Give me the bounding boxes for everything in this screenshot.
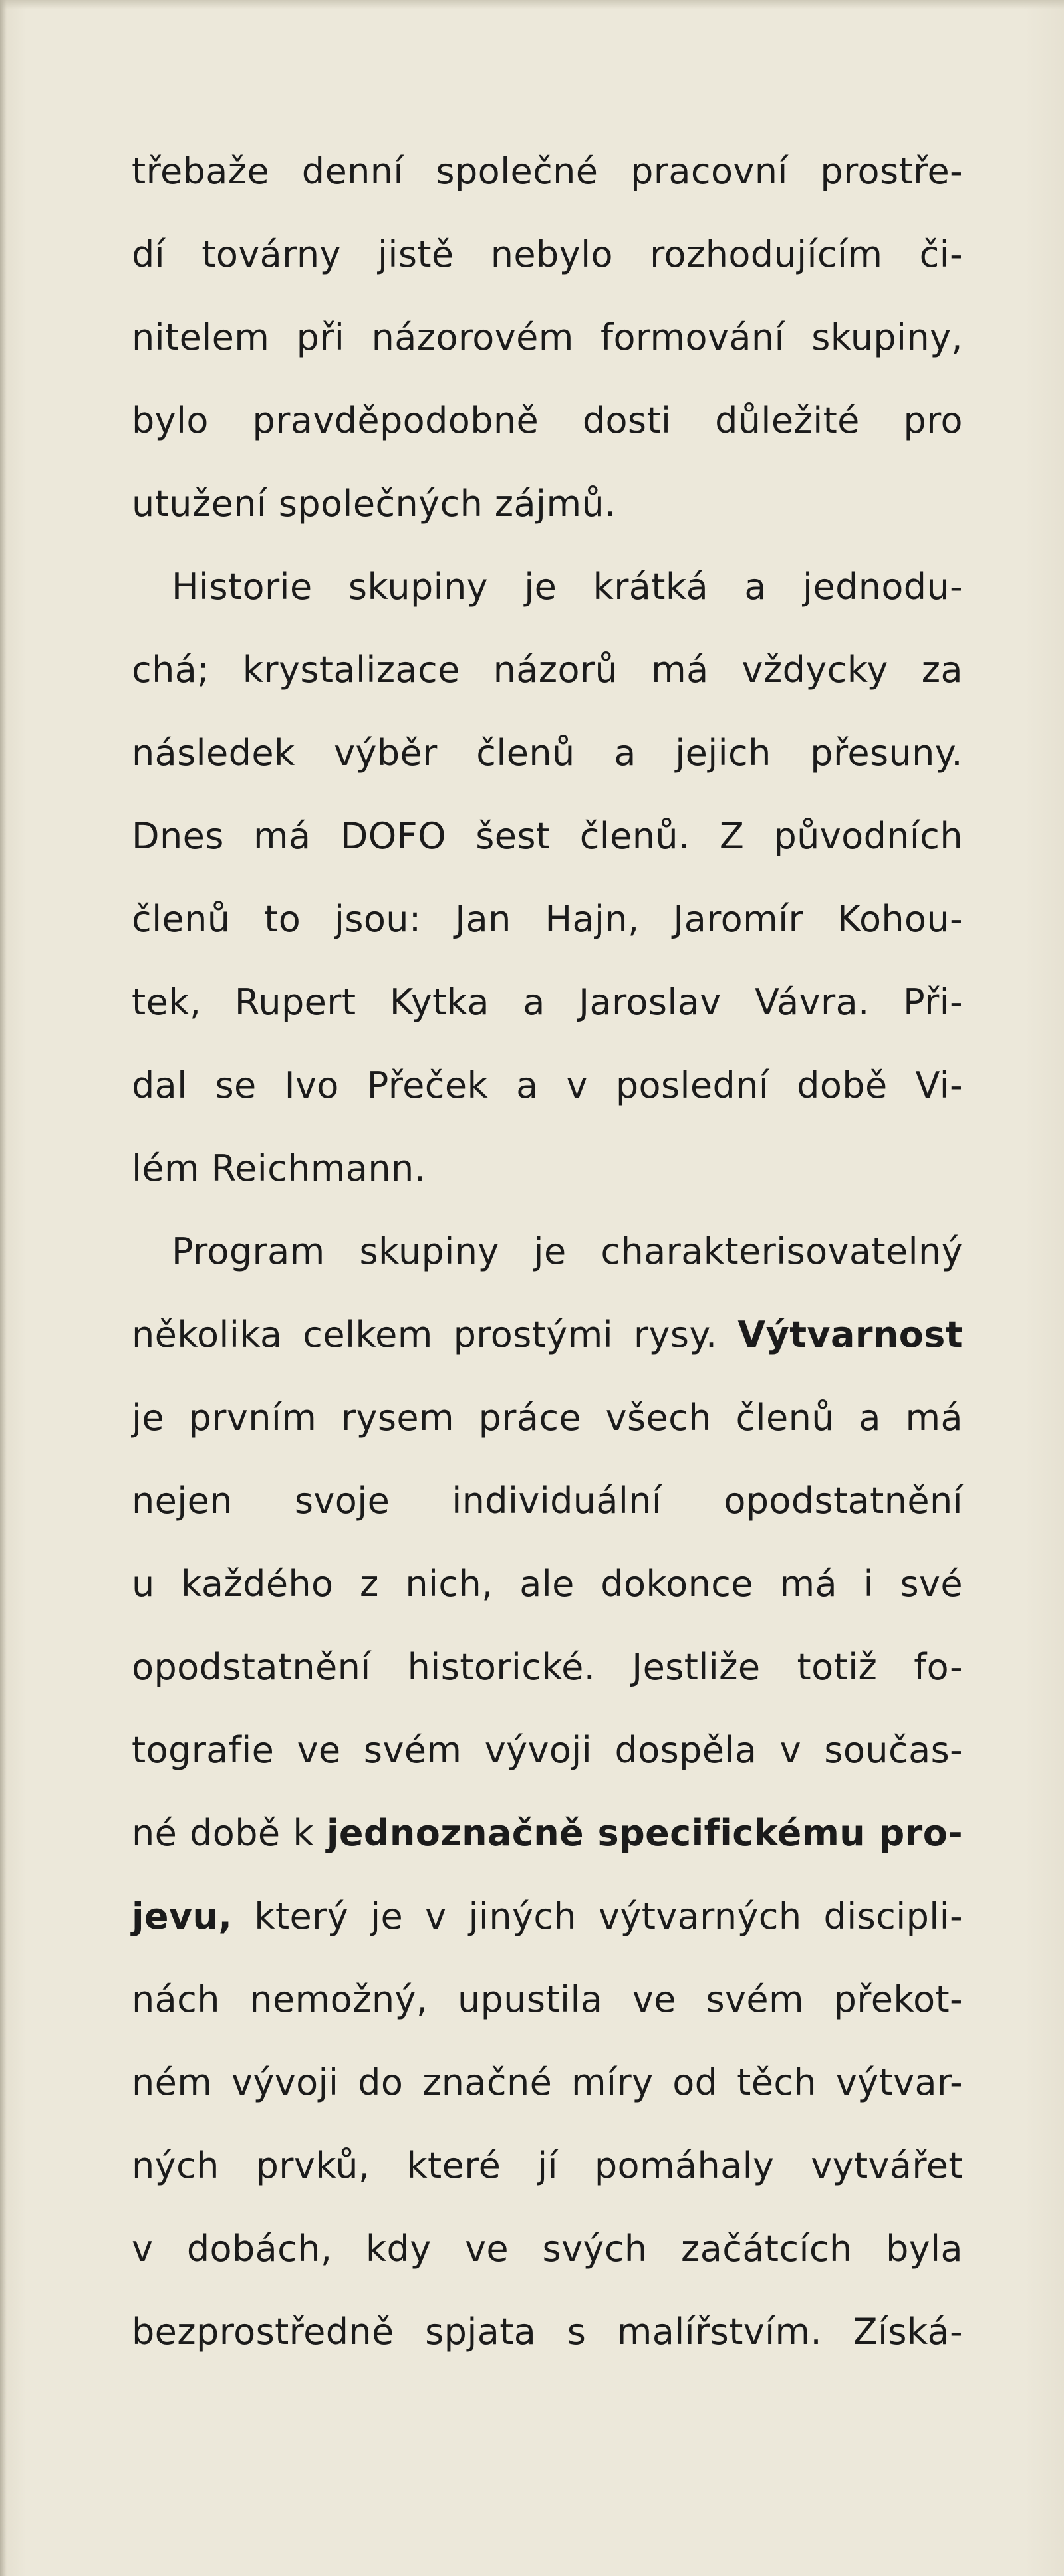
- text-line: [132, 2305, 963, 2389]
- text-run: tografie ve svém vývoji dospěla v součas-: [132, 1729, 963, 1771]
- text-run: u každého z nich, ale dokonce má i své: [132, 1563, 963, 1605]
- text-run: v dobách, kdy ve svých začátcích byla: [132, 2228, 963, 2270]
- text-run: nách nemožný, upustila ve svém překot-: [132, 1978, 963, 2020]
- text-run: utužení společných zájmů.: [132, 483, 616, 525]
- text-line: [132, 311, 963, 394]
- text-line: [132, 1890, 963, 1973]
- text-line: [132, 1308, 963, 1391]
- paragraph-3: [132, 1225, 963, 2389]
- text-line: [132, 1225, 963, 1308]
- text-run: následek výběr členů a jejich přesuny.: [132, 732, 963, 774]
- bold-text-run: jednoznačně specifickému pro-: [326, 1812, 964, 1854]
- text-run: ných prvků, které jí pomáhaly vytvářet: [132, 2145, 963, 2186]
- bold-text-run: jevu,: [132, 1895, 233, 1937]
- text-line: [132, 228, 963, 311]
- text-line: [132, 477, 963, 560]
- text-run: Dnes má DOFO šest členů. Z původních: [132, 815, 963, 857]
- paragraph-1: [132, 145, 963, 560]
- text-run: dal se Ivo Přeček a v poslední době Vi-: [132, 1064, 963, 1106]
- text-line: [132, 1973, 963, 2056]
- text-line: [132, 1724, 963, 1807]
- text-run: tek, Rupert Kytka a Jaroslav Vávra. Při-: [132, 981, 963, 1023]
- text-line: [132, 145, 963, 228]
- text-run: nitelem při názorovém formování skupiny,: [132, 316, 963, 358]
- page-binding-shadow: [0, 0, 7, 2576]
- text-line: [132, 560, 963, 644]
- text-run: ném vývoji do značné míry od těch výtvar-: [132, 2061, 963, 2103]
- text-line: [132, 1807, 963, 1890]
- text-run: lém Reichmann.: [132, 1147, 426, 1189]
- text-line: [132, 810, 963, 893]
- text-run: třebaže denní společné pracovní prostře-: [132, 150, 963, 192]
- text-run: několika celkem prostými rysy.: [132, 1314, 738, 1355]
- text-line: [132, 727, 963, 810]
- text-run: opodstatnění historické. Jestliže totiž fo-: [132, 1646, 963, 1688]
- text-line: [132, 1142, 963, 1225]
- text-line: [132, 2139, 963, 2222]
- text-run: nejen svoje individuální opodstatnění: [132, 1480, 963, 1522]
- page-top-shadow: [0, 0, 1064, 9]
- text-line: [132, 1558, 963, 1641]
- text-line: [132, 1059, 963, 1142]
- text-run: chá; krystalizace názorů má vždycky za: [132, 649, 963, 691]
- text-line: [132, 1474, 963, 1558]
- text-run: bezprostředně spjata s malířstvím. Získá-: [132, 2311, 963, 2353]
- text-run: který je v jiných výtvarných discipli-: [232, 1895, 963, 1937]
- paragraph-2: [132, 560, 963, 1225]
- text-line: [132, 644, 963, 727]
- text-run: dí továrny jistě nebylo rozhodujícím či-: [132, 233, 963, 275]
- text-line: [132, 394, 963, 477]
- text-run: bylo pravděpodobně dosti důležité pro: [132, 400, 963, 441]
- text-line: [132, 1641, 963, 1724]
- text-run: členů to jsou: Jan Hajn, Jaromír Kohou-: [132, 898, 963, 940]
- text-line: [132, 1391, 963, 1474]
- body-text: [132, 145, 963, 2389]
- text-run: Historie skupiny je krátká a jednodu-: [172, 566, 963, 608]
- text-run: je prvním rysem práce všech členů a má: [132, 1397, 963, 1439]
- bold-text-run: Výtvarnost: [737, 1314, 963, 1355]
- text-line: [132, 893, 963, 976]
- text-run: né době k: [132, 1812, 327, 1854]
- text-line: [132, 2056, 963, 2139]
- text-line: [132, 976, 963, 1059]
- text-line: [132, 2222, 963, 2305]
- text-run: Program skupiny je charakterisovatelný: [172, 1230, 963, 1272]
